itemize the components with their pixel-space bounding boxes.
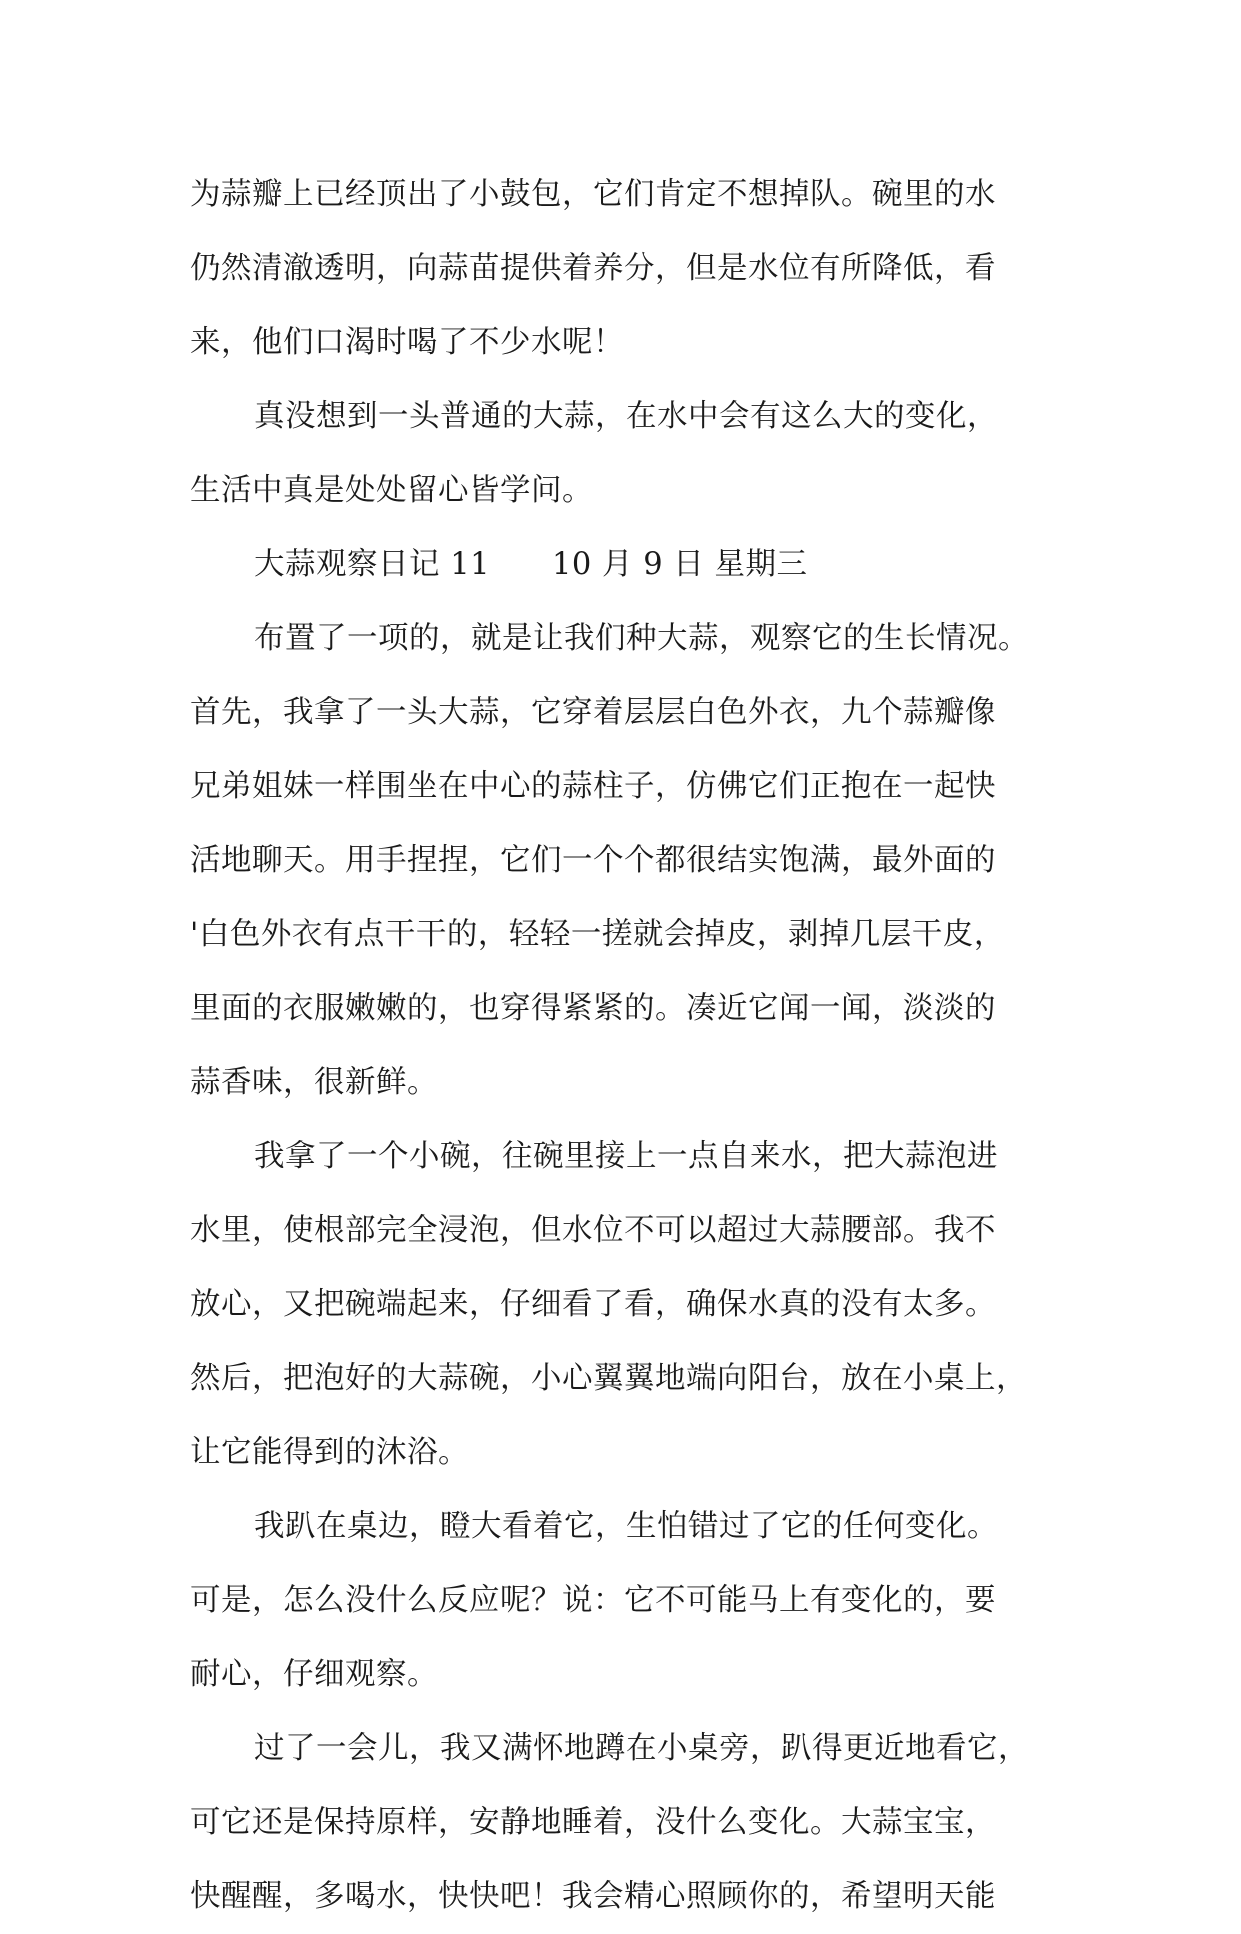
text-line: 我趴在桌边，瞪大看着它，生怕错过了它的任何变化。 (254, 1509, 998, 1544)
text-line: '白色外衣有点干干的，轻轻一搓就会掉皮，剥掉几层干皮， (190, 917, 1005, 952)
text-line: 放心，又把碗端起来，仔细看了看，确保水真的没有太多。 (190, 1287, 996, 1322)
text-line: 蒜香味，很新鲜。 (190, 1065, 438, 1100)
text-line: 我拿了一个小碗，往碗里接上一点自来水，把大蒜泡进 (254, 1139, 998, 1174)
text-line: 为蒜瓣上已经顶出了小鼓包，它们肯定不想掉队。碗里的水 (190, 177, 996, 212)
text-line: 布置了一项的，就是让我们种大蒜，观察它的生长情况。 (254, 621, 1029, 656)
text-line: 然后，把泡好的大蒜碗，小心翼翼地端向阳台，放在小桌上， (190, 1361, 1027, 1396)
text-line: 活地聊天。用手捏捏，它们一个个都很结实饱满，最外面的 (190, 843, 996, 878)
text-line: 真没想到一头普通的大蒜，在水中会有这么大的变化， (254, 399, 998, 434)
text-line: 耐心，仔细观察。 (190, 1657, 438, 1692)
text-line: 里面的衣服嫩嫩的，也穿得紧紧的。凑近它闻一闻，淡淡的 (190, 991, 996, 1026)
text-line: 首先，我拿了一头大蒜，它穿着层层白色外衣，九个蒜瓣像 (190, 695, 996, 730)
text-line: 生活中真是处处留心皆学问。 (190, 473, 593, 508)
text-line: 仍然清澈透明，向蒜苗提供着养分，但是水位有所降低，看 (190, 251, 996, 286)
text-line: 来，他们口渴时喝了不少水呢！ (190, 325, 624, 360)
text-line: 兄弟姐妹一样围坐在中心的蒜柱子，仿佛它们正抱在一起快 (190, 769, 996, 804)
text-line: 让它能得到的沐浴。 (190, 1435, 469, 1470)
text-line: 水里，使根部完全浸泡，但水位不可以超过大蒜腰部。我不 (190, 1213, 996, 1248)
text-line: 可它还是保持原样，安静地睡着，没什么变化。大蒜宝宝， (190, 1805, 996, 1840)
text-line: 可是，怎么没什么反应呢？说：它不可能马上有变化的，要 (190, 1583, 996, 1618)
text-line: 过了一会儿，我又满怀地蹲在小桌旁，趴得更近地看它， (254, 1731, 1029, 1766)
document-body (190, 158, 1070, 1934)
text-line: 大蒜观察日记 11 10 月 9 日 星期三 (254, 547, 808, 582)
text-line: 快醒醒，多喝水，快快吧！我会精心照顾你的，希望明天能 (190, 1879, 996, 1914)
